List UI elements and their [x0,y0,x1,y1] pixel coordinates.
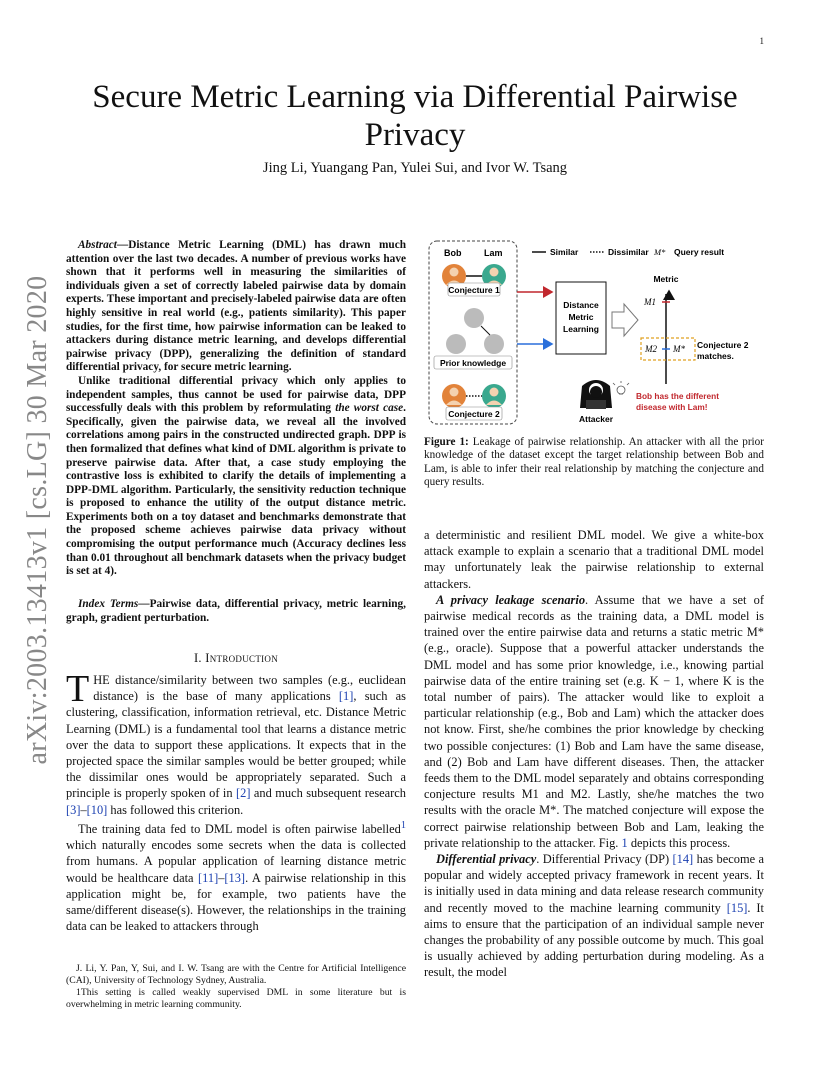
arxiv-id: arXiv:2003.13413v1 [cs.LG] 30 Mar 2020 [22,275,53,765]
drop-cap: T [66,668,90,710]
legend-similar: Similar [550,247,579,257]
intro-dash: – [218,870,225,885]
m1-label: M1 [644,297,656,307]
abstract-p1: —Distance Metric Learning (DML) has drawn much attention over the last two decades. A number of previous works have shown that it performs well in measuring the similarities of individuals given a set of correctly labeled pairwise data by domain experts. These important and precisely-labeled pairwise data are often highly sensitive in real world (e.g., patients similarity). This paper studies, for the first time, how pairwise information can be leaked to attackers during distance metric learning, and develops differential pairwise privacy (DPP), generalizing the definition of standard differential privacy, for secure metric learning. [66,239,406,374]
attacker-label: Attacker [578,414,614,424]
intro-p1e: has followed this criterion. [107,802,244,817]
conjecture-2-matches-2: matches. [697,351,734,361]
abstract-emphasis: the worst case [335,402,404,415]
legend-m: M* [654,247,666,257]
index-terms [66,598,406,625]
differential-privacy-heading: Differential privacy [436,852,537,867]
privacy-leakage-heading: A privacy leakage scenario [436,592,586,607]
citation-link[interactable]: [10] [86,802,108,817]
citation-link[interactable]: [3] [66,802,81,817]
right-p1: a deterministic and resilient DML model. We give a white-box attack example to explain a scenario that a traditional DML model may unfortunately leak the pairwise relationship to external attackers. [424,528,764,591]
intro-p2a: The training data fed to DML model is often pairwise labelled [78,821,401,836]
intro-p1a: HE distance/similarity between two samples (e.g., euclidean distance) is the base of many applications [93,673,406,704]
bob-label: Bob [444,248,462,258]
citation-link[interactable]: [15] [726,900,748,915]
abstract-p2a: Unlike traditional differential privacy which only applies to independent samples, thus cannot be used for pairwise data, DPP successfully deals with this problem by reformulating [66,374,406,415]
metric-label: Metric [653,274,679,284]
arxiv-sidebar-stamp [8,275,68,765]
output-arrow-icon [612,304,638,336]
m2-label: M2 [645,344,657,354]
footnote-1: 1This setting is called weakly supervised DML in some literature but is overwhelming in metric learning community. [66,987,406,1010]
lam-label: Lam [484,248,503,258]
inference-result-2: disease with Lam! [636,402,708,412]
right-p3b: has become a popular and widely accepted privacy framework in recent years. It is initially used in data mining and data release research community and recently moved to the machine learning community [424,852,764,915]
page-number: 1 [759,36,764,46]
bob-avatar-icon [442,384,466,408]
right-p2a: . Assume that we have a set of pairwise medical records as the training data, a DML model is trained over the entire pairwise data and returns a static metric M* (e.g., oracle). Suppose that a powerful attacker understands the DML model and has some prior knowledge, i.e., knowing partial pairwise data of the entire training set (e.g. K − 1, where K is the total number of pairs). The attacker would like to exploit a particular relationship (e.g., Bob and Lam) which the attacker does not know. First, she/he combines the prior knowledge by checking two possible conjectures: (1) Bob and Lam have the same disease, and (2) Bob and Lam have different diseases. Then, the attacker feeds them to the DML model separately and obtains corresponding conjecture results M1 and M2. Lastly, she/he matches the two results with the oracle M*. The matched conjecture will expose the correct pairwise relationship between Bob and Lam, leaking the private relationship to the attacker. Fig. [424,592,764,850]
right-p2b: depicts this process. [627,835,731,850]
intro-dash: – [80,802,87,817]
citation-link[interactable]: [1] [338,689,354,704]
citation-link[interactable]: [13] [224,870,246,885]
right-column-text [424,527,764,981]
footnotes [66,963,406,1011]
legend-dissimilar: Dissimilar [608,247,649,257]
inference-result-1: Bob has the different [636,391,719,401]
right-p3a: . Differential Privacy (DP) [536,852,673,867]
abstract-p2b: . Specifically, given the pairwise data, we reveal all the involved correlations among pairs in the constructed undirected graph. DPP is then formalized that defines what kind of DML algorithm is private to preserve pairwise data. After that, a case study employing the contrastive loss is exhibited to clarify the details of implementing a DPP-DML algorithm. Particularly, the sensitivity reduction technique is proposed to enhance the utility of the output distance metric. Experiments both on a toy dataset and benchmarks demonstrate that the proposed scheme achieves pairwise data privacy without compromising the output performance much (Accuracy declines less than 0.01 throughout all benchmark datasets when the privacy budget is set at 4). [66,402,406,578]
paper-authors: Jing Li, Yuangang Pan, Yulei Sui, and Ivor W. Tsang [262,160,568,176]
legend-query: Query result [674,247,725,257]
figure-1-diagram [424,236,764,431]
dml-label-3: Learning [563,324,599,334]
index-terms-label: Index Terms [78,598,139,610]
affiliation-note: J. Li, Y. Pan, Y, Sui, and I. W. Tsang are with the Centre for Artificial Intelligence (CAI), University of Technology Sydney, Australia. [66,963,406,986]
intro-p2d: . A pairwise relationship in this application might be, for example, two patients have the same/different disease(s). However, the relationships in the training data can be leaked to attackers through [66,870,406,934]
footnote-link[interactable]: 1 [400,819,406,831]
abstract [66,239,406,579]
citation-link[interactable]: [11] [198,870,219,885]
figure-1 [424,236,764,431]
prior-knowledge-graph [446,308,504,354]
paper-title: Secure Metric Learning via Differential Pairwise Privacy [92,79,738,153]
caption-label: Figure 1: [424,436,469,448]
intro-p1b: , such as clustering, classification, information retrieval, etc. Distance Metric Learning (DML) is a fundamental tool that learns a distance metric over the data to support these applications. It expects that in the projected space the similar samples would be better grouped; while the dissimilar ones would be appropriately separated. Such a principle is properly spoken of in [66,689,407,801]
dml-label-2: Metric [568,312,594,322]
figure-1-caption [424,436,764,490]
conjecture-2-label: Conjecture 2 [448,409,500,419]
attacker-hacker-icon [580,380,612,409]
introduction-text [66,668,407,934]
prior-knowledge-label: Prior knowledge [439,358,507,368]
figure-link[interactable]: 1 [621,835,628,850]
caption-text: Leakage of pairwise relationship. An attacker with all the prior knowledge of the dataset except the target relationship between Bob and Lam, is able to infer their real relationship by matching the conjecture and query results. [424,436,764,489]
lam-avatar-icon [482,384,506,408]
intro-p1c: and much subsequent research [250,786,406,801]
mstar-label: M* [673,344,685,354]
index-terms-text: —Pairwise data, differential privacy, metric learning, graph, gradient perturbation. [66,598,406,624]
conjecture-2-matches-1: Conjecture 2 [697,340,749,350]
dml-label-1: Distance [563,300,599,310]
conjecture-1-label: Conjecture 1 [448,285,500,295]
intro-p2b: which naturally encodes some secrets when the data is collected from humans. A popular application of learning distance metric would be healthcare data [66,838,406,885]
abstract-label: Abstract [78,239,117,251]
citation-link[interactable]: [2] [236,786,251,801]
right-p3c: . It aims to ensure that the participation of an individual sample never changes the probability of any possible outcome by much. This goal is usually achieved by adding perturbation during modeling. As a result, the model [424,900,765,980]
lightbulb-icon [613,381,629,394]
citation-link[interactable]: [14] [672,852,694,867]
section-heading-introduction: I. Introduction [193,651,279,665]
